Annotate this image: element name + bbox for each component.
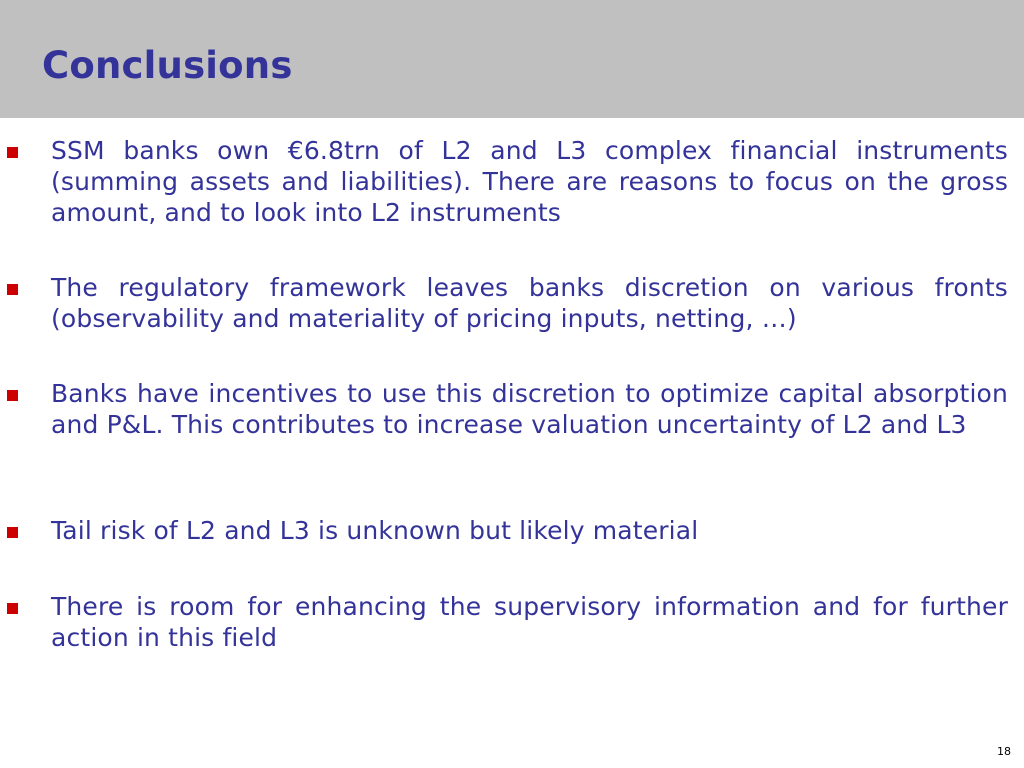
title-banner bbox=[0, 0, 1024, 118]
bullet-text: SSM banks own €6.8trn of L2 and L3 complex financial instruments (summing assets and liabilities). There are reasons to focus on the gross amount, and to look into L2 instruments bbox=[51, 136, 1008, 227]
square-bullet-icon bbox=[7, 147, 18, 158]
bullet-text: Banks have incentives to use this discretion to optimize capital absorption and P&L. This contributes to increase valuation uncertainty of L2 and L3 bbox=[51, 379, 1008, 439]
square-bullet-icon bbox=[7, 284, 18, 295]
square-bullet-icon bbox=[7, 603, 18, 614]
bullet-text: Tail risk of L2 and L3 is unknown but likely material bbox=[51, 516, 699, 545]
slide-title: Conclusions bbox=[42, 44, 293, 87]
square-bullet-icon bbox=[7, 390, 18, 401]
bullet-text: There is room for enhancing the supervisory information and for further action in this field bbox=[51, 592, 1008, 652]
page-number: 18 bbox=[997, 745, 1011, 758]
square-bullet-icon bbox=[7, 527, 18, 538]
bullet-text: The regulatory framework leaves banks discretion on various fronts (observability and materiality of pricing inputs, netting, …) bbox=[51, 273, 1008, 333]
